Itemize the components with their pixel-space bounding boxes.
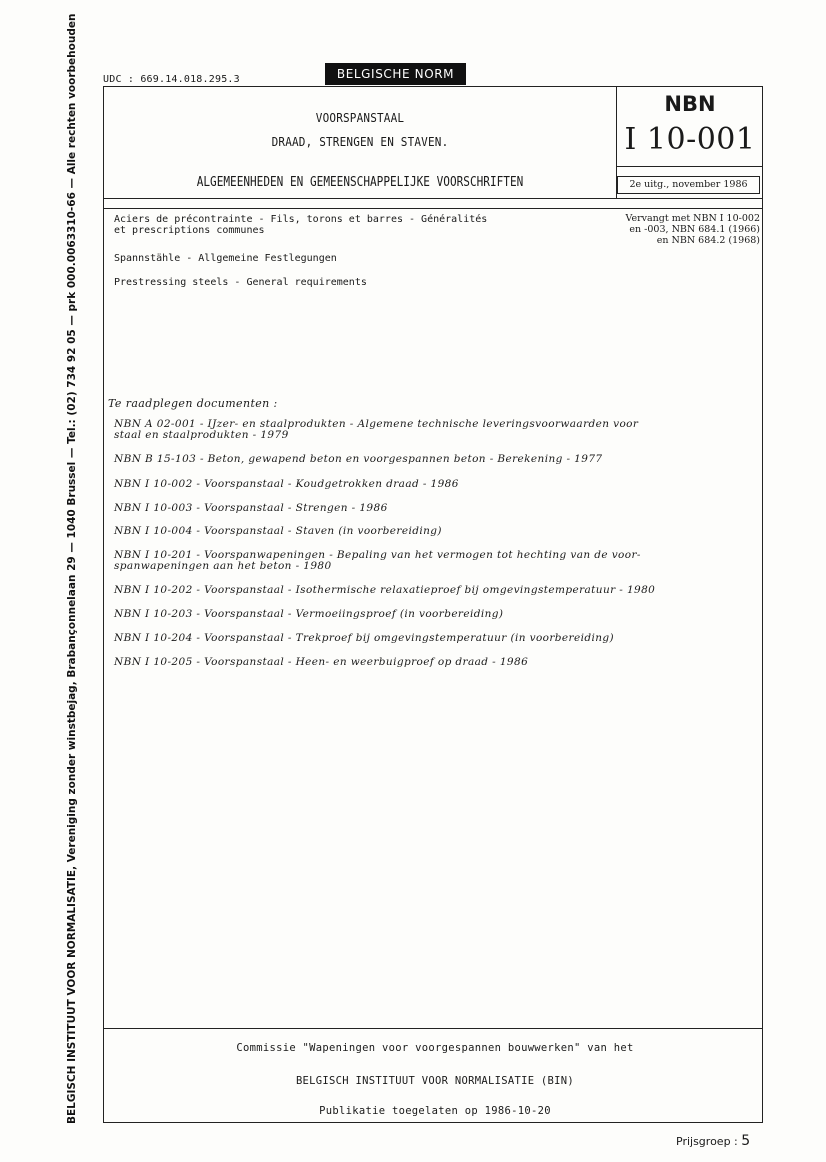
title-divider-bottom-inner: [103, 208, 763, 209]
reference-item: NBN I 10-002 - Voorspanstaal - Koudgetrokken draad - 1986: [114, 478, 459, 490]
reference-item: NBN I 10-003 - Voorspanstaal - Strengen - 1986: [114, 502, 388, 514]
title-line-2: DRAAD, STRENGEN EN STAVEN.: [271, 134, 449, 149]
reference-item: NBN A 02-001 - IJzer- en staalprodukten - Algemene technische leveringsvoorwaarden voor staal en staalprodukten - 1979: [114, 418, 639, 441]
nbn-number: I 10-001: [624, 122, 756, 157]
french-title-line-1: Aciers de précontrainte - Fils, torons et barres - Généralités: [114, 214, 488, 225]
reference-item: NBN I 10-202 - Voorspanstaal - Isothermische relaxatieproef bij omgevingstemperatuur - 1980: [114, 584, 656, 596]
edition-divider: [616, 166, 763, 167]
price-group-value: 5: [741, 1133, 751, 1149]
norm-badge: BELGISCHE NORM: [325, 63, 466, 85]
replaces-note: [560, 213, 760, 246]
reference-item: NBN B 15-103 - Beton, gewapend beton en voorgespannen beton - Berekening - 1977: [114, 453, 603, 465]
reference-item: NBN I 10-201 - Voorspanwapeningen - Bepaling van het vermogen tot hechting van de voor- spanwapeningen aan het beton - 1980: [114, 549, 641, 572]
footer-divider: [103, 1028, 763, 1029]
publication-line: Publikatie toegelaten op 1986-10-20: [319, 1105, 551, 1117]
edition-label: 2e uitg., november 1986: [617, 176, 760, 194]
price-group-label: Prijsgroep :: [676, 1135, 738, 1148]
english-title: Prestressing steels - General requirements: [114, 277, 367, 288]
title-divider-bottom: [103, 198, 763, 199]
commission-line: Commissie "Wapeningen voor voorgespannen bouwwerken" van het: [236, 1042, 634, 1054]
french-title: [114, 214, 574, 236]
reference-item: NBN I 10-204 - Voorspanstaal - Trekproef bij omgevingstemperatuur (in voorbereiding): [114, 632, 614, 644]
german-title: Spannstähle - Allgemeine Festlegungen: [114, 253, 337, 264]
french-title-line-2: et prescriptions communes: [114, 225, 265, 236]
references-heading: Te raadplegen documenten :: [108, 397, 278, 410]
title-line-1: VOORSPANSTAAL: [315, 110, 405, 125]
title-line-3: ALGEMEENHEDEN EN GEMEENSCHAPPELIJKE VOORSCHRIFTEN: [196, 174, 524, 190]
replaces-line-2: en -003, NBN 684.1 (1966): [629, 224, 760, 235]
replaces-line-1: Vervangt met NBN I 10-002: [625, 213, 760, 224]
reference-item: NBN I 10-004 - Voorspanstaal - Staven (in voorbereiding): [114, 525, 442, 537]
udc-code: UDC : 669.14.018.295.3: [103, 74, 240, 85]
reference-item: NBN I 10-203 - Voorspanstaal - Vermoeiingsproef (in voorbereiding): [114, 608, 504, 620]
side-margin-text: BELGISCH INSTITUUT VOOR NORMALISATIE, Vereniging zonder winstbejag, Brabançonnelaan 29 — 1040 Brussel — Tel.: (02) 734 92 05 — prk 000.0063310-66 — Alle rechten voorbehouden: [66, 13, 78, 1124]
replaces-line-3: en NBN 684.2 (1968): [656, 235, 760, 246]
nbn-label: NBN: [664, 92, 716, 116]
reference-item: NBN I 10-205 - Voorspanstaal - Heen- en weerbuigproef op draad - 1986: [114, 656, 529, 668]
price-group: [676, 1133, 750, 1149]
institute-line: BELGISCH INSTITUUT VOOR NORMALISATIE (BIN): [295, 1075, 575, 1087]
